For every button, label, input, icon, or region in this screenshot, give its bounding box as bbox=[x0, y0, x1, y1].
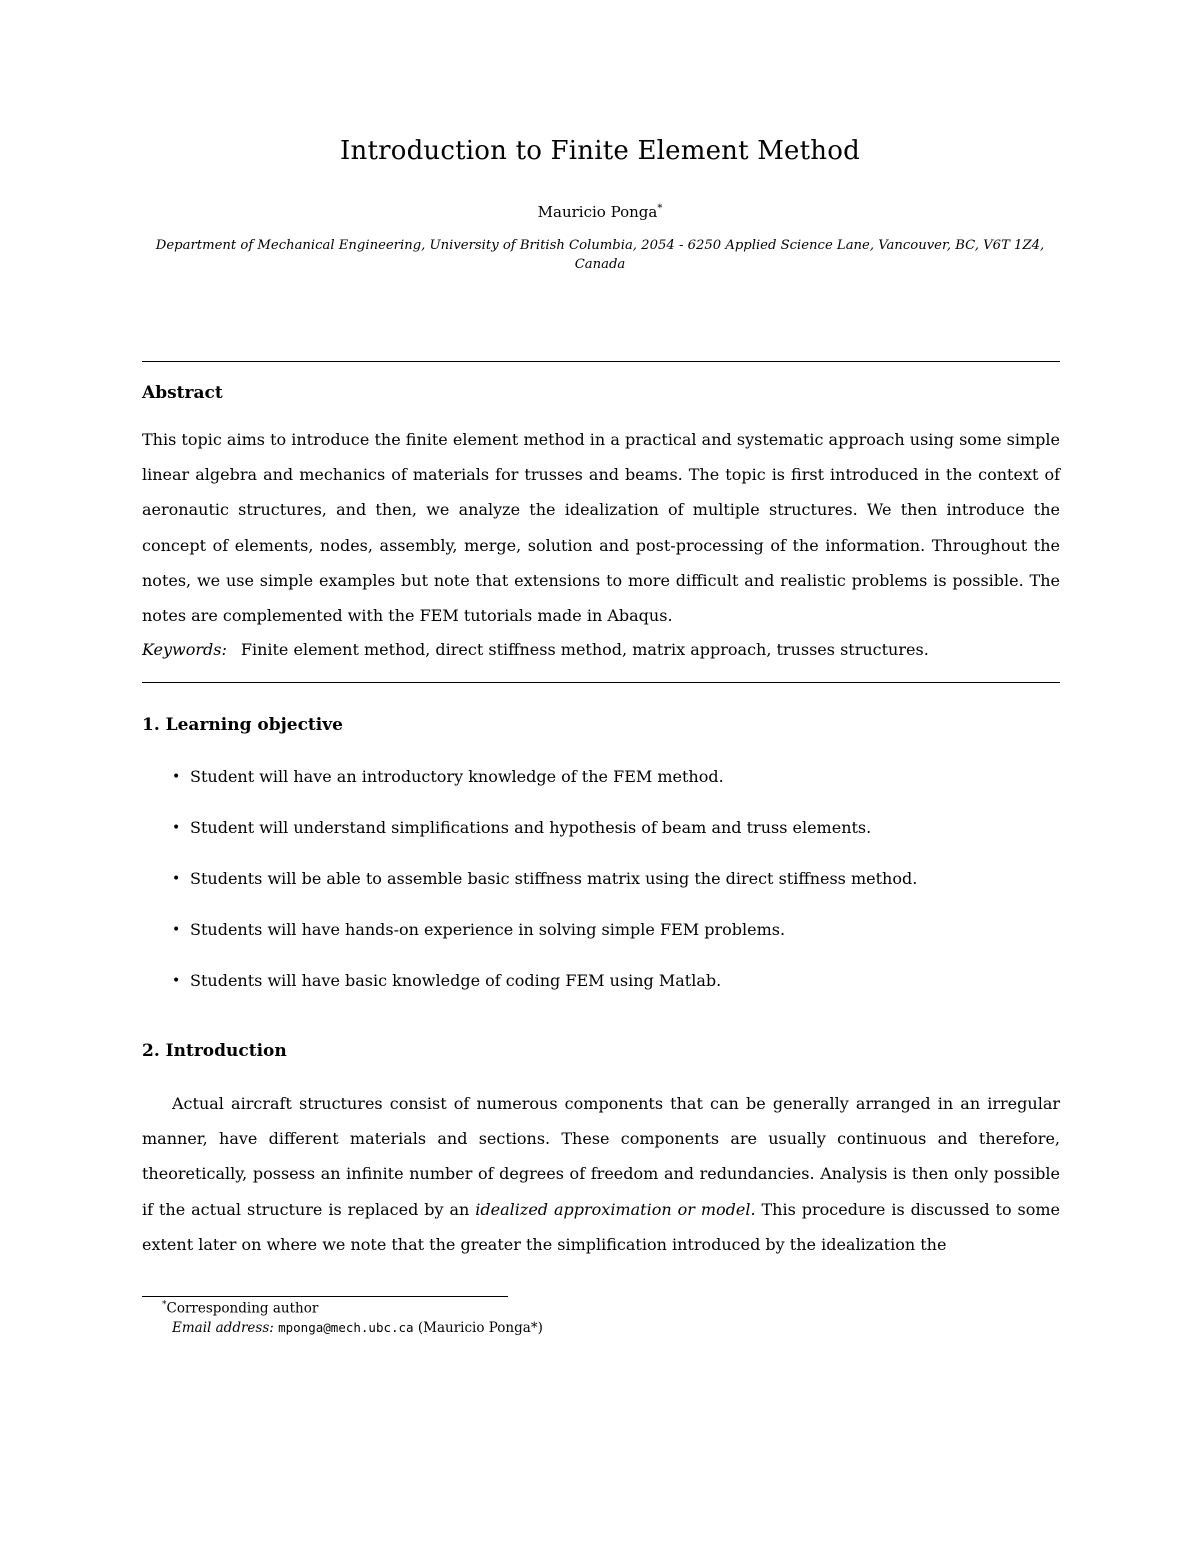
paper-title: Introduction to Finite Element Method bbox=[340, 136, 860, 166]
bullet-icon: • bbox=[172, 769, 181, 785]
keywords-label: Keywords: bbox=[142, 640, 227, 659]
abstract-bottom-rule bbox=[142, 682, 1060, 683]
footnote-rule bbox=[142, 1296, 508, 1297]
email-label: Email address: bbox=[172, 1320, 274, 1336]
intro-text-1: Actual aircraft structures consist of numerous components that can be generally arranged in an irregular manner, have different materials and sections. These components are usually continuous and therefore, theoretically, possess an infinite number of degrees of freedom and redundancies. Analysis is then only possible if the actual structure is replaced by an bbox=[142, 1094, 1060, 1219]
bullet-icon: • bbox=[172, 820, 181, 836]
list-item bbox=[172, 918, 1052, 969]
introduction-paragraph bbox=[142, 1086, 1060, 1262]
author-line bbox=[0, 203, 1200, 221]
email-address: mponga@mech.ubc.ca bbox=[278, 1320, 414, 1335]
list-item bbox=[172, 867, 1052, 918]
list-item-text: Students will have hands-on experience in solving simple FEM problems. bbox=[190, 920, 786, 939]
section-heading-introduction: 2. Introduction bbox=[142, 1041, 287, 1061]
list-item-text: Students will have basic knowledge of coding FEM using Matlab. bbox=[190, 971, 722, 990]
list-item-text: Student will have an introductory knowledge of the FEM method. bbox=[190, 767, 724, 786]
abstract-text: This topic aims to introduce the finite element method in a practical and systematic approach using some simple linear algebra and mechanics of materials for trusses and beams. The topic is first introduced in the context of aeronautic structures, and then, we analyze the idealization of multiple structures. We then introduce the concept of elements, nodes, assembly, merge, solution and post-processing of the information. Throughout the notes, we use simple examples but note that extensions to more difficult and realistic problems is possible. The notes are complemented with the FEM tutorials made in Abaqus. bbox=[142, 430, 1060, 626]
keywords-text: Finite element method, direct stiffness method, matrix approach, trusses structures. bbox=[240, 640, 929, 659]
list-item bbox=[172, 816, 1052, 867]
footnote-line-1 bbox=[162, 1300, 318, 1317]
bullet-icon: • bbox=[172, 973, 181, 989]
affiliation: Department of Mechanical Engineering, University of British Columbia, 2054 - 6250 Applied Science Lane, Vancouver, BC, V6T 1Z4, Canada bbox=[155, 238, 1045, 272]
footnote-line-2 bbox=[172, 1320, 543, 1336]
author-mark: * bbox=[657, 203, 663, 214]
bullet-icon: • bbox=[172, 922, 181, 938]
abstract-top-rule bbox=[142, 361, 1060, 362]
email-suffix: (Mauricio Ponga*) bbox=[413, 1320, 543, 1336]
list-item bbox=[172, 969, 1052, 1020]
list-item-text: Student will understand simplifications and hypothesis of beam and truss elements. bbox=[190, 818, 872, 837]
footnote-text: Corresponding author bbox=[166, 1300, 319, 1317]
author-name: Mauricio Ponga bbox=[537, 203, 658, 221]
list-item-text: Students will be able to assemble basic stiffness matrix using the direct stiffness method. bbox=[190, 869, 918, 888]
list-item bbox=[172, 765, 1052, 816]
intro-emphasis: idealized approximation or model. bbox=[475, 1199, 756, 1219]
section-heading-learning: 1. Learning objective bbox=[142, 715, 343, 735]
abstract-heading: Abstract bbox=[142, 383, 223, 403]
intro-text-2: This procedure is discussed to some extent later on where we note that the greater the simplification introduced by the idealization the bbox=[142, 1199, 1061, 1254]
keywords-line bbox=[142, 640, 929, 659]
footnote-mark: * bbox=[162, 1300, 167, 1310]
learning-objectives-list bbox=[172, 765, 1052, 1020]
bullet-icon: • bbox=[172, 871, 181, 887]
